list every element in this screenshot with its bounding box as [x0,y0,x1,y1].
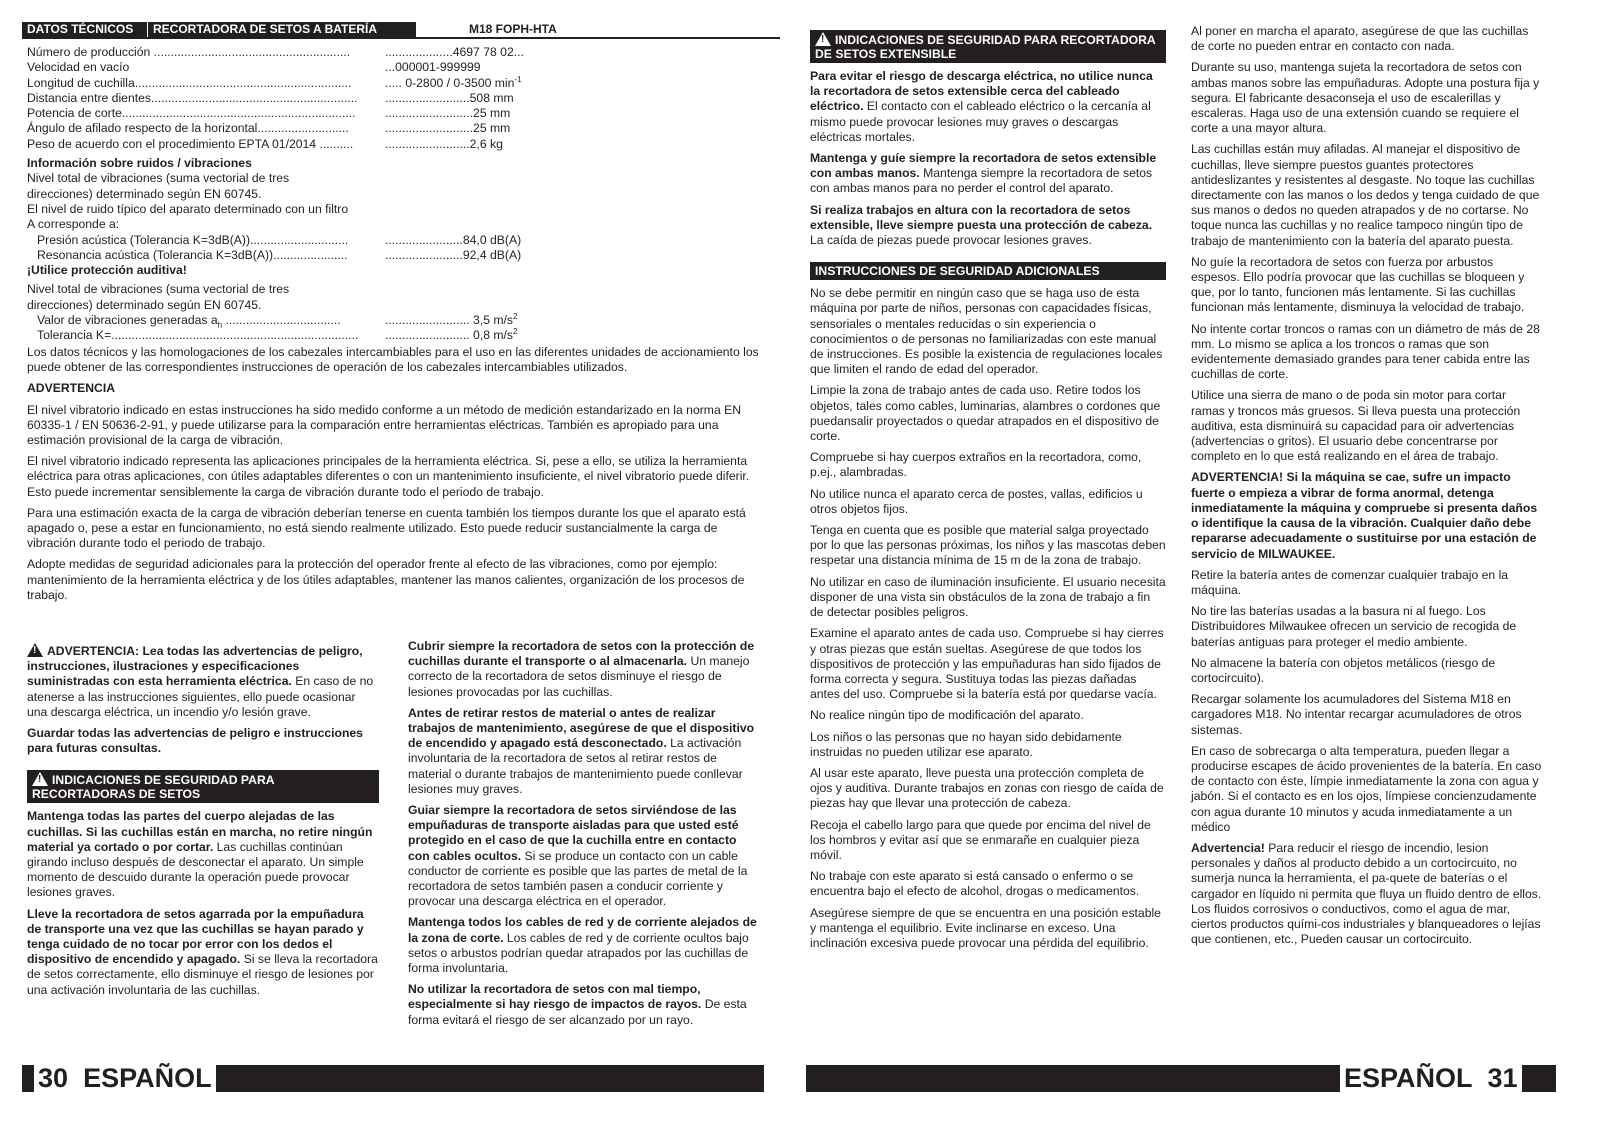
paragraph: Retire la batería antes de comenzar cualquier trabajo en la máquina. [1191,567,1509,597]
spec-value: ..........................25 mm [385,106,511,121]
paragraph: Al usar este aparato, lleve puesta una protección completa de ojos y auditiva. Durante trabajos en zonas con riesgo de caída de piezas hay que llevar una protección de cabeza. [810,765,1164,811]
paragraph: Antes de retirar restos de material o antes de realizar trabajos de mantenimiento, asegúrese de que el dispositivo de encendido y apagado está desconectado. La activación involuntaria de la recortadora de setos al retirar restos de material o durante trabajos de mantenimiento puede conllevar lesiones muy graves. [408,705,755,796]
paragraph: Al poner en marcha el aparato, asegúrese de que las cuchillas de corte no pueden entrar en contacto con nada. [1191,24,1529,54]
spec-value: ......................... 0,8 $m/s^2$ [385,327,518,343]
left-col1-items [27,809,379,997]
section-banner: !INDICACIONES DE SEGURIDAD PARA RECORTADORAS DE SETOS [27,770,379,803]
paragraph: En caso de sobrecarga o alta temperatura, pueden llegar a producirse escapes de ácido provenientes de la batería. En caso de contacto con éste, límpie inmediatamente la zona con agua y jabón. Si el contacto es en los ojos, límpiese concienzudamente con agua durante 10 minutos y acuda inmediatamente a un médico [1191,743,1542,834]
noise-heading: Información sobre ruidos / vibraciones [27,156,252,171]
general-warning: !ADVERTENCIA: Lea todas las advertencias de peligro, instrucciones, ilustraciones y especificaciones suministradas con esta herramienta eléctrica. En caso de no atenerse a las instrucciones siguientes, ello puede ocasionar una descarga eléctrica, un incendio y/o lesión grave. [27,643,379,720]
spec-value: ....................4697 78 02... [385,45,524,59]
spec-value: .......................92,4 dB(A) [385,247,522,262]
text-line: direcciones) determinado según EN 60745. [27,297,262,312]
spec-label: Valor de vibraciones generadas $a_h$ .................................. [37,313,341,330]
paragraph: No trabaje con este aparato si está cansado o enfermo o se encuentra bajo el efecto de alcohol, drogas o medicamentos. [810,869,1140,899]
spec-row [27,233,767,248]
paragraph: No realice ningún tipo de modificación del aparato. [810,708,1084,723]
paragraph: Tenga en cuenta que es posible que material salga proyectado por lo que las personas próximas, los niños y las mascotas deben respetar una distancia mínima de 15 m de la zona de trabajo. [810,523,1166,568]
spec-label: Resonancia acústica (Tolerancia K=3dB(A))...................... [37,247,348,262]
bold-text: ADVERTENCIA! Si la máquina se cae, sufre un impacto fuerte o empieza a vibrar de forma anormal, detenga inmediatamente la máquina y compruebe si presenta daños o identifique la causa de la vibración. Cualquier daño debe repararse adecuadamente o sustituirse por una estación de servicio de MILWAUKEE. [1191,470,1538,561]
paragraph: Limpie la zona de trabajo antes de cada uso. Retire todos los objetos, tales como cables, luminarias, alambres o cordones que puedansalir proyectados o quedar atrapados en el dispositivo de corte. [810,383,1161,444]
paragraph: Mantenga todas las partes del cuerpo alejadas de las cuchillas. Si las cuchillas están en marcha, no retire ningún material ya cortado o por cortar. Las cuchillas continúan girando incluso después de desconectar el aparato. Un simple momento de descuido durante la operación puede provocar lesiones graves. [27,809,373,900]
paragraph: Guiar siempre la recortadora de setos sirviéndose de las empuñaduras de transporte aisladas para que usted esté protegido en el caso de que la cuchilla entre en contacto con cables ocultos. Si se produce un contacto con un cable conductor de corriente es posible que las partes de metal de la recortadora de setos también pasen a conducir corriente y provocar una descarga eléctrica en el operador. [408,803,748,909]
spec-header-model: M18 FOPH-HTA [469,22,557,36]
right-col-1 [810,30,1166,957]
spec-label: Presión acústica (Tolerancia K=3dB(A))............................. [37,232,349,247]
paragraph: No almacene la batería con objetos metálicos (riesgo de cortocircuito). [1191,655,1496,685]
paragraph [1191,470,1543,561]
left-col-2 [408,639,760,1034]
spec-superscript: -1 [514,74,522,84]
paragraph: Mantenga y guíe siempre la recortadora de setos extensible con ambas manos. Mantenga siempre la recortadora de setos con ambas manos para no perder el control del aparato. [810,151,1157,196]
spec-value: ......................... 3,5 $m/s^2$ [385,311,518,328]
left-col-1 [27,643,379,1004]
warning-icon [815,32,831,46]
spec-row [27,60,767,75]
spec-label: Peso de acuerdo con el procedimiento EPTA 01/2014 .......... [27,136,354,151]
bold-text: Cubrir siempre la recortadora de setos con la protección de cuchillas durante el transporte o al almacenarla. [408,639,755,669]
spec-value: .........................2,6 kg [385,136,503,151]
paragraph: No utilizar la recortadora de setos con mal tiempo, especialmente si hay riesgo de impactos de rayos. De esta forma evitará el riesgo de ser alcanzado por un rayo. [408,982,747,1027]
paragraph: Para una estimación exacta de la carga de vibración deberían tenerse en cuenta también los tiempos durante los que el aparato está apagado o, pese a estar en funcionamiento, no está siendo realmente utilizado. Esto puede reducir sustancialmente la carga de vibración durante todo el periodo de trabajo. [27,505,746,551]
paragraph: No utilice nunca el aparato cerca de postes, vallas, edificios u otros objetos fijos. [810,486,1143,516]
paragraph: Recargar solamente los acumuladores del Sistema M18 en cargadores M18. No intentar recargar acumuladores de otros sistemas. [1191,692,1522,737]
spec-value: ...000001-999999 [385,60,481,75]
paragraph: No guíe la recortadora de setos con fuerza por arbustos espesos. Ello podría provocar que las cuchillas se bloqueen y que, por lo tanto, funcionen más lentamente. Si las cuchillas funcionan más lentamente, disminuya la velocidad de trabajo. [1191,254,1525,315]
spec-value: .......................84,0 dB(A) [385,232,522,247]
paragraph: El nivel vibratorio indicado en estas instrucciones ha sido medido conforme a un método de medición estandarizado en la norma EN 60335-1 / EN 50636-2-91, y puede utilizarse para la comparación entre herramientas eléctricas. También es apropiado para una estimación provisional de la carga de vibración. [27,402,742,448]
page-number-footer: ESPAÑOL 31 [1340,1063,1522,1093]
spec-superscript: 2 [513,311,518,321]
spec-label: Tolerancia K=......................................................................... [37,328,359,343]
paragraph: Compruebe si hay cuerpos extraños en la recortadora, como, p.ej., alambradas. [810,450,1142,480]
bold-text: Guiar siempre la recortadora de setos sirviéndose de las empuñaduras de transporte aisladas para que usted esté protegido en el caso de que la cuchilla entre en contacto con cables ocultos. [408,803,739,863]
paragraph: Asegúrese siempre de que se encuentra en una posición estable y mantenga el equilibrio. Evite inclinarse en exceso. Una inclinación excesiva puede provocar una pérdida del equilibrio. [810,905,1161,950]
paragraph: Los niños o las personas que no hayan sido debidamente instruidas no pueden utilizar ese aparato. [810,729,1122,759]
spec-row [27,106,767,121]
paragraph: El nivel vibratorio indicado representa las aplicaciones principales de la herramienta eléctrica. Si, pese a ello, se utiliza la herramienta eléctrica para otras aplicaciones, con útiles adaptables diferentes o con un mantenimiento insuficiente, el nivel vibratorio puede diferir. Esto puede incrementar sensiblemente la carga de vibración durante todo el periodo de trabajo. [27,454,750,499]
spec-row [27,313,767,328]
paragraph: No se debe permitir en ningún caso que se haga uso de esta máquina por parte de niños, personas con capacidades físicas, sensoriales o mentales reducidas o sin experiencia o conocimientos o de personas no familiarizadas con este manual de instrucciones. Es posible la existencia de regulaciones locales que limiten el rando de edad del operador. [810,286,1163,377]
noise-lines [27,171,767,232]
paragraph: Las cuchillas están muy afiladas. Al manejar el dispositivo de cuchillas, lleve siempre puestos guantes protectores antideslizantes y resistentes al desgaste. No toque las cuchillas directamente con las manos o los dedos y tenga cuidado de que sus manos o dedos no queden atrapados y de no cortarse. No toque nunca las cuchillas y no realice tampoco ningún tipo de trabajo de mantenimiento con la batería del aparato puesta. [1191,142,1540,248]
paragraph: Los datos técnicos y las homologaciones de los cabezales intercambiables para el uso en las diferentes unidades de accionamiento los puede obtener de las correspondientes instrucciones de operación de los cabezales intercambiables utilizados. [27,345,759,375]
spec-label: Longitud de cuchilla................................................................ [27,75,352,90]
paragraph: Adopte medidas de seguridad adicionales para la protección del operador frente al efecto de las vibraciones, como por ejemplo: mantenimiento de la herramienta eléctrica y de los útiles adaptables, mantener las manos calientes, organización de los procesos de trabajo. [27,557,745,602]
spec-label: Potencia de corte..................................................................... [27,106,356,121]
spec-row [27,328,767,343]
spec-header-product: RECORTADORA DE SETOS A BATERÍA [148,22,416,37]
bold-text: Mantenga todas las partes del cuerpo alejadas de las cuchillas. Si las cuchillas están en marcha, no retire ningún material ya cortado o por cortar. [27,809,373,854]
paragraph: Cubrir siempre la recortadora de setos con la protección de cuchillas durante el transporte o al almacenarla. Un manejo correcto de la recortadora de setos disminuye el riesgo de lesiones provocadas por las cuchillas. [408,639,755,699]
paragraph: No tire las baterías usadas a la basura ni al fuego. Los Distribuidores Milwaukee ofrecen un servicio de recogida de baterías antiguas para proteger el medio ambiente. [1191,604,1517,649]
paragraph: Durante su uso, mantenga sujeta la recortadora de setos con ambas manos sobre las empuñaduras. Adopte una postura fija y segura. El fabricante desaconseja el uso de escalerillas y escaleras. Haga uso de una extensión cuando se requiere el corte a una mayor altura. [1191,60,1540,136]
paragraph: Mantenga todos los cables de red y de corriente alejados de la zona de corte. Los cables de red y de corriente ocultos bajo setos o arbustos podrían quedar atrapados por las cuchillas de forma involuntaria. [408,915,757,976]
vib-lines [27,282,767,313]
right-col1-items1 [810,69,1166,248]
text-line: A corresponde a: [27,217,120,232]
section-banner: !INDICACIONES DE SEGURIDAD PARA RECORTADORA DE SETOS EXTENSIBLE [810,30,1166,63]
text-line: direcciones) determinado según EN 60745. [27,186,262,201]
spec-row [27,248,767,263]
left-paragraphs [27,345,767,609]
bold-text: Si realiza trabajos en altura con la recortadora de setos extensible, lleve siempre puesta una protección de cabeza. [810,202,1153,232]
bold-text: Antes de retirar restos de material o antes de realizar trabajos de mantenimiento, asegúrese de que el dispositivo de encendido y apagado está desconectado. [408,705,755,751]
spec-label: Velocidad en vacío [27,60,130,75]
paragraph: Utilice una sierra de mano o de poda sin motor para cortar ramas y troncos más gruesos. Si lleva puesta una protección auditiva, esta disminuirá su capacidad para oir advertencias (advertencias o gritos). El usuario debe concentrarse por completo en lo que está realizando en el área de trabajo. [1191,388,1521,464]
spec-row [27,45,767,60]
paragraph: No utilizar en caso de iluminación insuficiente. El usuario necesita disponer de una vista sin obstáculos de la zona de trabajo a fin de detectar posibles peligros. [810,574,1166,620]
ear-protection: ¡Utilice protección auditiva! [27,263,187,278]
spec-label: Número de producción .......................................................... [27,45,351,59]
paragraph: Si realiza trabajos en altura con la recortadora de setos extensible, lleve siempre puesta una protección de cabeza. La caída de piezas puede provocar lesiones graves. [810,202,1153,248]
bold-text: Advertencia! [1191,840,1265,855]
spec-row [27,137,767,152]
paragraph: Recoja el cabello largo para que quede por encima del nivel de los hombros y evitar así que se enmarañe en cualquier pieza móvil. [810,817,1151,862]
spec-value: .........................508 mm [385,90,514,105]
bold-text: No utilizar la recortadora de setos con mal tiempo, especialmente si hay riesgo de impactos de rayos. [408,982,702,1012]
right-col-2 [1191,24,1543,953]
spec-label: Ángulo de afilado respecto de la horizontal........................... [27,121,349,136]
paragraph: Lleve la recortadora de setos agarrada por la empuñadura de transporte una vez que las cuchillas se hayan parado y tenga cuidado de no tocar por error con los dedos el dispositivo de encendido y apagado. Si se lleva la recortadora de setos correctamente, ello disminuye el riesgo de lesiones por una activación involuntaria de las cuchillas. [27,906,378,997]
spec-value: ..... 0-2800 / 0-3500 $\min^{-1}$ [385,74,522,90]
vib-rows [27,313,767,344]
keep-instructions: Guardar todas las advertencias de peligro e instrucciones para futuras consultas. [27,726,363,756]
advertencia-heading: ADVERTENCIA [27,381,116,396]
paragraph: Examine el aparato antes de cada uso. Compruebe si hay cierres y otras piezas que están sueltas. Asegúrese de que todos los dispositivos de protección y las empuñaduras han sido fijados de forma correcta y segura. Sustituya todas las piezas dañadas antes del uso. Compruebe si la batería está por quedarse vacía. [810,626,1164,702]
paragraph: Advertencia! Para reducir el riesgo de incendio, lesion personales y daños al producto debido a un cortocircuito, no sumerja nunca la herramienta, el pa-quete de baterías o el cargador en líquido ni permita que fluya un fluido dentro de ellos. Los fluidos corrosivos o conductivos, como el agua de mar, ciertos productos quími-cos industriales y blanqueadores o lejías que contienen, etc., Pueden causar un cortocircuito. [1191,840,1542,947]
left-col2-items [408,639,760,1028]
noise-rows [27,233,767,264]
text-line: El nivel de ruido típico del aparato determinado con un filtro [27,201,349,216]
spec-header [22,22,780,39]
right-col2-items [1191,24,1543,947]
text-line: Nivel total de vibraciones (suma vectorial de tres [27,171,290,186]
page-number-footer: 30 ESPAÑOL [34,1063,216,1093]
spec-header-title: DATOS TÉCNICOS [22,22,147,37]
spec-superscript: 2 [513,327,518,337]
bold-text: Para evitar el riesgo de descarga eléctrica, no utilice nunca la recortadora de setos extensible cerca del cableado eléctrico. [810,69,1153,114]
section-banner: INSTRUCCIONES DE SEGURIDAD ADICIONALES [810,262,1166,280]
warning-icon [32,772,48,786]
bold-text: Lleve la recortadora de setos agarrada por la empuñadura de transporte una vez que las cuchillas se hayan parado y tenga cuidado de no tocar por error con los dedos el dispositivo de encendido y apagado. [27,906,364,967]
bold-text: Mantenga y guíe siempre la recortadora de setos extensible con ambas manos. [810,151,1157,181]
right-col1-items2 [810,286,1166,951]
spec-row [27,76,767,91]
spec-row [27,91,767,106]
spec-block [27,45,767,344]
warning-icon [27,643,43,657]
paragraph: Para evitar el riesgo de descarga eléctrica, no utilice nunca la recortadora de setos extensible cerca del cableado eléctrico. El contacto con el cableado eléctrico o la cercanía al mismo puede provocar lesiones muy graves o descargas eléctricas mortales. [810,69,1153,144]
text-line: Nivel total de vibraciones (suma vectorial de tres [27,282,290,297]
paragraph: No intente cortar troncos o ramas con un diámetro de más de 28 mm. Lo mismo se aplica a los troncos o ramas que son evidentemente demasiado grandes para tener cabida entre las cuchillas de corte. [1191,321,1540,382]
spec-row [27,121,767,136]
spec-rows [27,45,767,152]
right-page [800,0,1600,1136]
bold-text: Mantenga todos los cables de red y de corriente alejados de la zona de corte. [408,915,757,945]
spec-label: Distancia entre dientes............................................................. [27,90,358,105]
spec-subscript: h [217,320,223,330]
spec-value: ..........................25 mm [385,121,511,136]
